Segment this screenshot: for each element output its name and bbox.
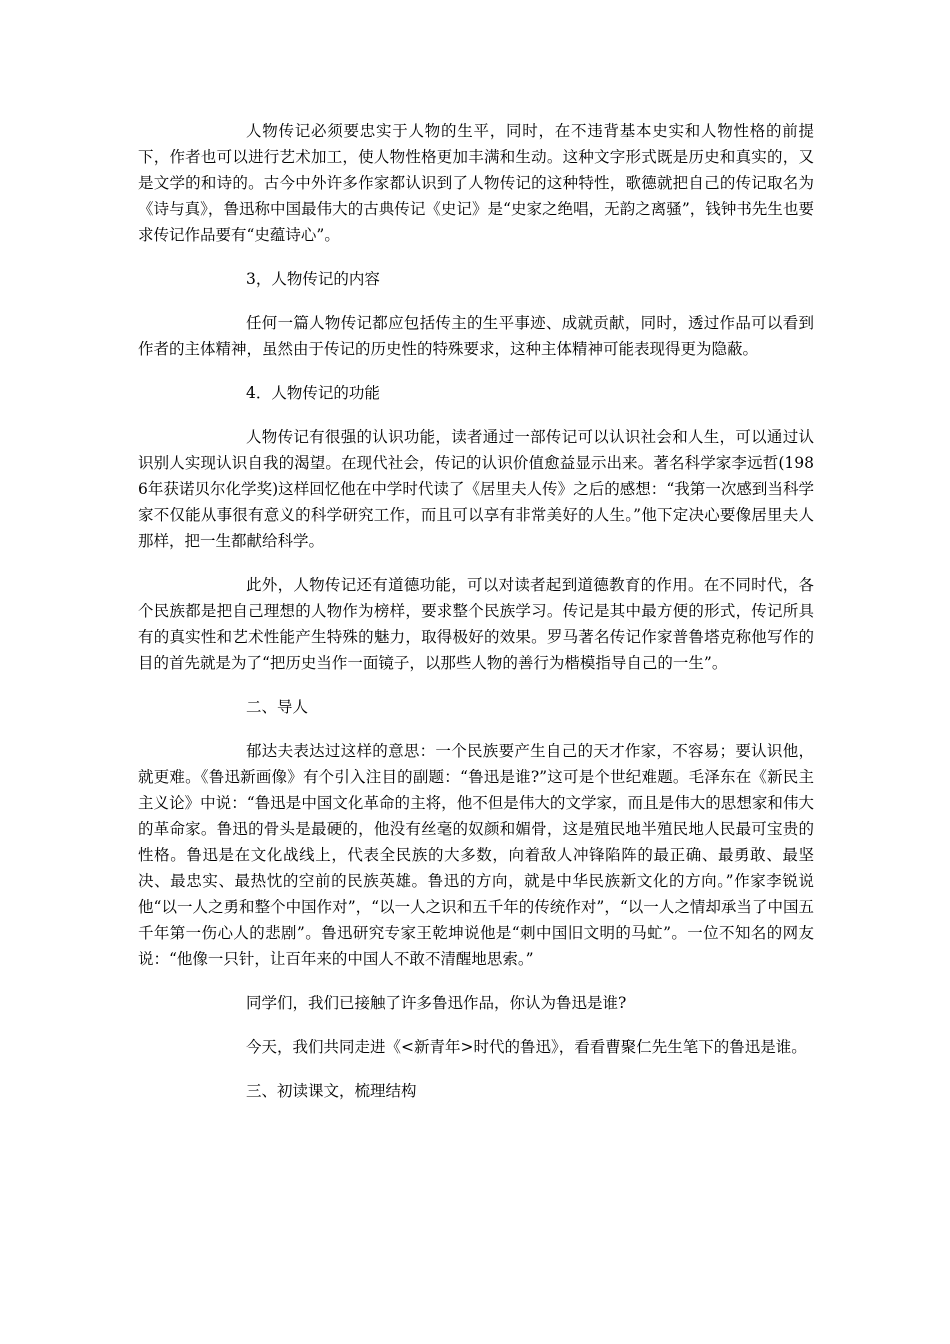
heading-biography-content: 3，人物传记的内容: [246, 270, 380, 288]
paragraph-biography-content: 任何一篇人物传记都应包括传主的生平事迹、成就贡献，同时，透过作品可以看到作者的主体精神，虽然由于传记的历史性的特殊要求，这种主体精神可能表现得更为隐蔽。: [138, 314, 814, 358]
paragraph-cognitive-function: 人物传记有很强的认识功能，读者通过一部传记可以认识社会和人生，可以通过认识别人实现认识自我的渴望。在现代社会，传记的认识价值愈益显示出来。著名科学家李远哲(1986年获诺贝尔化学奖)这样回忆他在中学时代读了《居里夫人传》之后的感想：“我第一次感到当科学家不仅能从事很有意义的科学研究工作，而且可以享有非常美好的人生。”他下定决心要像居里夫人那样，把一生都献给科学。: [138, 428, 814, 550]
paragraph-moral-function: 此外，人物传记还有道德功能，可以对读者起到道德教育的作用。在不同时代，各个民族都是把自己理想的人物作为榜样，要求整个民族学习。传记是其中最方便的形式，传记所具有的真实性和艺术性能产生特殊的魅力，取得极好的效果。罗马著名传记作家普鲁塔克称他写作的目的首先就是为了“把历史当作一面镜子，以那些人物的善行为楷模指导自己的一生”。: [138, 576, 814, 672]
paragraph-question-to-students: 同学们，我们已接触了许多鲁迅作品，你认为鲁迅是谁?: [246, 994, 627, 1012]
heading-introduction: 二、导人: [246, 698, 309, 716]
paragraph-who-is-luxun: 郁达夫表达过这样的意思：一个民族要产生自己的天才作家，不容易；要认识他，就更难。《鲁迅新画像》有个引入注目的副题：“鲁迅是谁?”这可是个世纪难题。毛泽东在《新民主主义论》中说：“鲁迅是中国文化革命的主将，他不但是伟大的文学家，而且是伟大的思想家和伟大的革命家。鲁迅的骨头是最硬的，他没有丝毫的奴颜和媚骨，这是殖民地半殖民地人民最可宝贵的性格。鲁迅是在文化战线上，代表全民族的大多数，向着敌人冲锋陷阵的最正确、最勇敢、最坚决、最忠实、最热忱的空前的民族英雄。鲁迅的方向，就是中华民族新文化的方向。”作家李锐说他“以一人之勇和整个中国作对”，“以一人之识和五千年的传统作对”，“以一人之情却承当了中国五千年第一伤心人的悲剧”。鲁迅研究专家王乾坤说他是“刺中国旧文明的马虻”。一位不知名的网友说：“他像一只针，让百年来的中国人不敢不清醒地思索。”: [138, 742, 814, 968]
document-page: [138, 118, 814, 1122]
paragraph-biography-truth: 人物传记必须要忠实于人物的生平，同时，在不违背基本史实和人物性格的前提下，作者也可以进行艺术加工，使人物性格更加丰满和生动。这种文字形式既是历史和真实的，又是文学的和诗的。古今中外许多作家都认识到了人物传记的这种特性，歌德就把自己的传记取名为《诗与真》，鲁迅称中国最伟大的古典传记《史记》是“史家之绝唱，无韵之离骚”，钱钟书先生也要求传记作品要有“史蕴诗心”。: [138, 122, 814, 244]
heading-biography-function: 4．人物传记的功能: [246, 384, 380, 402]
paragraph-today-lesson: 今天，我们共同走进《<新青年>时代的鲁迅》，看看曹聚仁先生笔下的鲁迅是谁。: [246, 1038, 807, 1056]
heading-first-reading: 三、初读课文，梳理结构: [246, 1082, 417, 1100]
